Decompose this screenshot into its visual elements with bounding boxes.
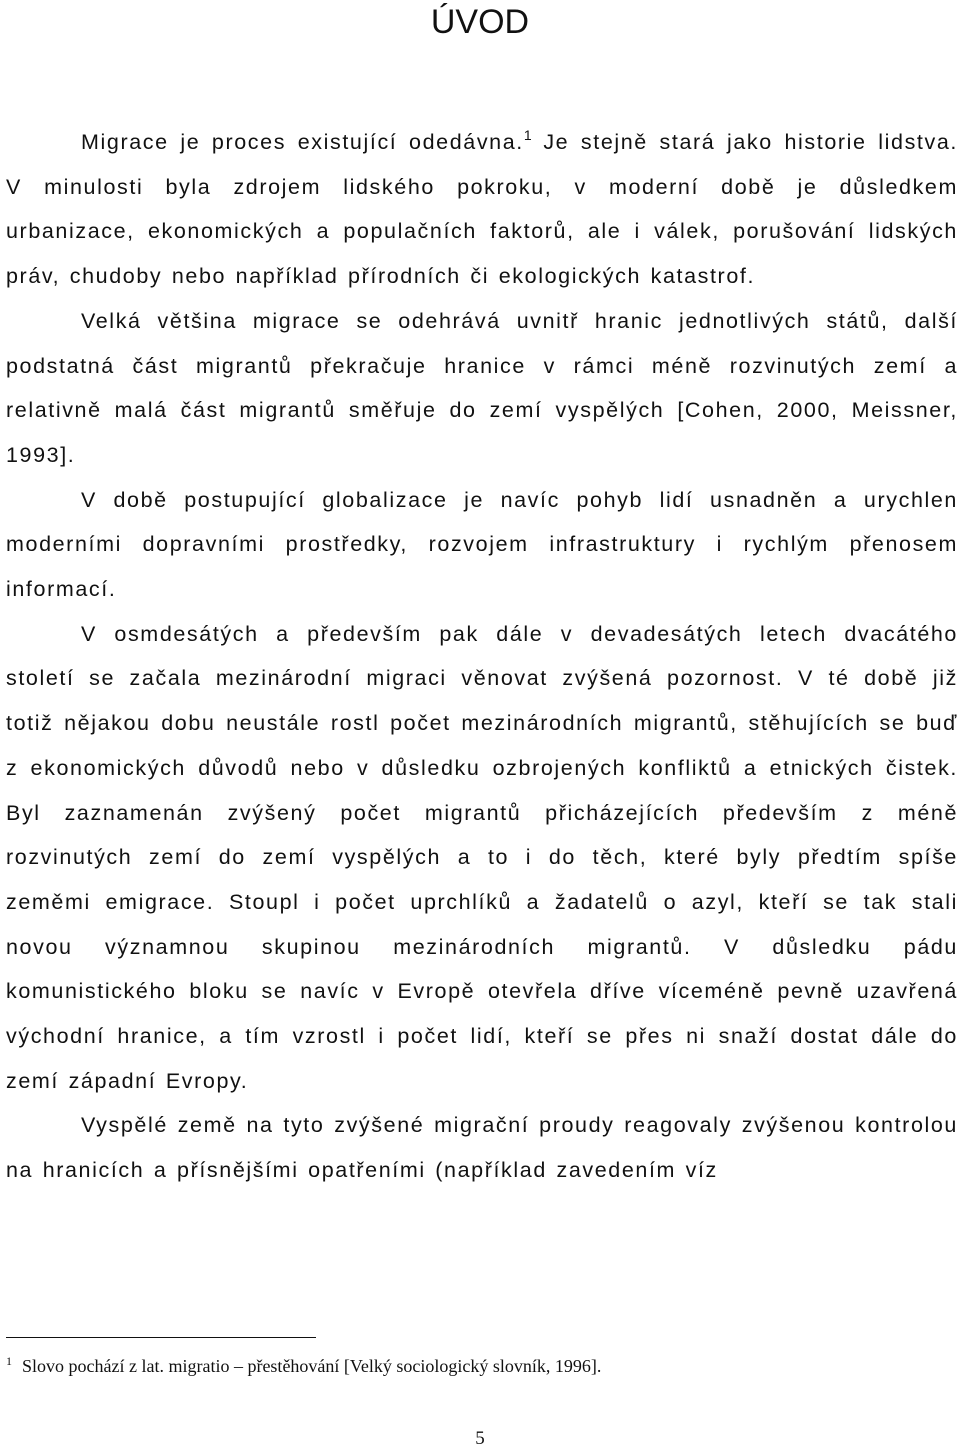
paragraph-4: V osmdesátých a především pak dále v devadesátých letech dvacátého století se začala mezinárodní migraci věnovat zvýšená pozornost. V té době již totiž nějakou dobu neustále rostl počet mezinárodních migrantů, stěhujících se buď z ekonomických důvodů nebo v důsledku ozbrojených konfliktů a etnických čistek. Byl zaznamenán zvýšený počet migrantů přicházejících především z méně rozvinutých zemí do zemí vyspělých a to i do těch, které byly předtím spíše zeměmi emigrace. Stoupl i počet uprchlíků a žadatelů o azyl, kteří se tak stali novou významnou skupinou mezinárodních migrantů. V důsledku pádu komunistického bloku se navíc v Evropě otevřela dříve víceméně pevně uzavřená východní hranice, a tím vzrostl i počet lidí, kteří se přes ni snaží dostat dále do zemí západní Evropy. — [6, 621, 958, 1093]
paragraph-1 — [6, 120, 958, 299]
page-number: 5 — [475, 1428, 485, 1449]
footnote — [6, 1354, 946, 1378]
paragraph-1-start: Migrace je proces existující odedávna. — [81, 130, 524, 154]
main-text — [6, 120, 958, 1193]
paragraph-2: Velká většina migrace se odehrává uvnitř hranic jednotlivých států, další podstatná část migrantů překračuje hranice v rámci méně rozvinutých zemí a relativně malá část migrantů směřuje do zemí vyspělých [Cohen, 2000, Meissner, 1993]. — [6, 308, 958, 467]
paragraph-5: Vyspělé země na tyto zvýšené migrační proudy reagovaly zvýšenou kontrolou na hranicích a přísnějšími opatřeními (například zavedením víz — [6, 1113, 958, 1183]
paragraph-3: V době postupující globalizace je navíc pohyb lidí usnadněn a urychlen moderními dopravními prostředky, rozvojem infrastruktury i rychlým přenosem informací. — [6, 487, 958, 602]
paragraph-1-rest: Je stejně stará jako historie lidstva. V minulosti byla zdrojem lidského pokroku, v moderní době je důsledkem urbanizace, ekonomických a populačních faktorů, ale i válek, porušování lidských práv, chudoby nebo například přírodních či ekologických katastrof. — [6, 130, 958, 289]
footnote-separator — [6, 1337, 316, 1338]
footnote-reference: 1 — [523, 127, 532, 143]
footnote-text: Slovo pochází z lat. migratio – přestěhování [Velký sociologický slovník, 1996]. — [22, 1356, 602, 1376]
page-heading: ÚVOD — [430, 3, 530, 41]
footnote-number: 1 — [6, 1354, 12, 1368]
